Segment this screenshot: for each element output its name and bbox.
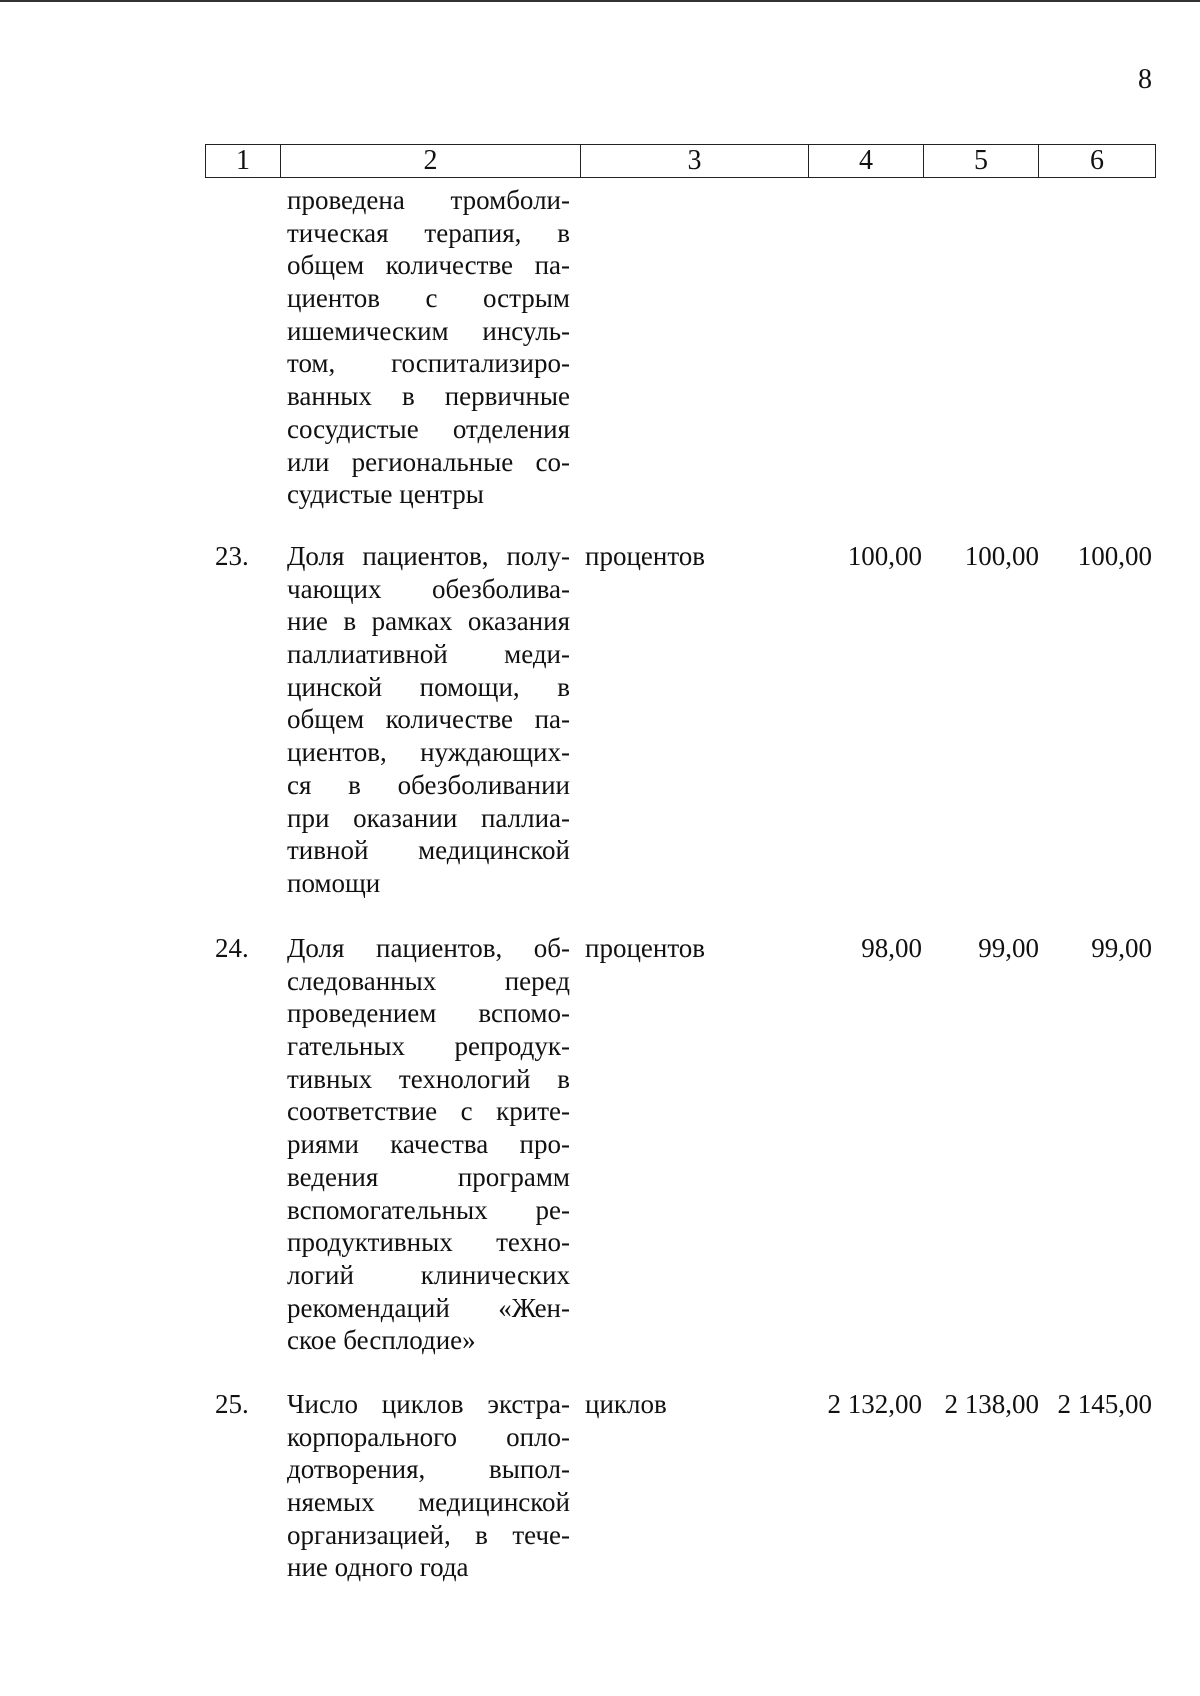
desc-line: вспомогательных ре- (287, 1194, 570, 1225)
desc-line: ванных в первичные (287, 381, 570, 412)
desc-line: дотворения, выпол- (287, 1454, 570, 1485)
desc-line: ишемическим инсуль- (287, 315, 570, 346)
row-value-col4: 100,00 (847, 541, 922, 571)
row-number: 25. (215, 1389, 249, 1419)
column-header-6: 6 (1039, 145, 1156, 178)
row-description (287, 1388, 570, 1584)
desc-line: при оказании паллиа- (287, 802, 570, 833)
row-number: 23. (215, 541, 249, 571)
desc-line: корпорального опло- (287, 1421, 570, 1452)
column-header-2: 2 (281, 145, 581, 178)
desc-line: рекомендаций «Жен- (287, 1292, 570, 1323)
desc-line: или региональные со- (287, 446, 570, 477)
column-number-header (205, 144, 1156, 178)
page-number: 8 (1138, 64, 1152, 95)
column-header-3: 3 (581, 145, 809, 178)
desc-line: ся в обезболивании (287, 769, 570, 800)
desc-line: том, госпитализиро- (287, 348, 570, 379)
column-header-1: 1 (206, 145, 281, 178)
desc-line: ние одного года (287, 1552, 469, 1583)
continuation-description (287, 184, 570, 511)
desc-line: Число циклов экстра- (287, 1389, 570, 1419)
desc-line: логий клинических (287, 1259, 570, 1290)
top-border-line (0, 0, 1200, 2)
desc-line: ведения программ (287, 1161, 570, 1192)
desc-line: тическая терапия, в (287, 217, 570, 248)
desc-line: риями качества про- (287, 1129, 570, 1160)
desc-line: Доля пациентов, полу- (287, 541, 570, 571)
desc-line: няемых медицинской (287, 1487, 570, 1518)
row-unit: процентов (585, 933, 706, 963)
desc-line: проведением вспомо- (287, 998, 570, 1029)
desc-line: цинской помощи, в (287, 671, 570, 702)
row-value-col5: 100,00 (964, 541, 1039, 571)
row-value-col5: 99,00 (978, 933, 1039, 963)
row-description (287, 540, 570, 900)
row-value-col6: 2 145,00 (1057, 1389, 1152, 1419)
desc-line: общем количестве па- (287, 704, 570, 735)
desc-line: соответствие с крите- (287, 1096, 570, 1127)
row-value-col4: 2 132,00 (827, 1389, 922, 1419)
desc-line: организацией, в тече- (287, 1519, 570, 1550)
desc-line: следованных перед (287, 965, 570, 996)
column-header-4: 4 (809, 145, 924, 178)
desc-line: циентов с острым (287, 283, 570, 314)
desc-line: судистые центры (287, 479, 484, 510)
desc-line: паллиативной меди- (287, 639, 570, 670)
column-header-5: 5 (924, 145, 1039, 178)
row-value-col6: 99,00 (1091, 933, 1152, 963)
desc-line: проведена тромболи- (287, 185, 570, 215)
desc-line: гательных репродук- (287, 1031, 570, 1062)
desc-line: продуктивных техно- (287, 1227, 570, 1258)
row-value-col5: 2 138,00 (944, 1389, 1039, 1419)
desc-line: общем количестве па- (287, 250, 570, 281)
desc-line: тивных технологий в (287, 1063, 570, 1094)
row-unit: процентов (585, 541, 706, 571)
desc-line: циентов, нуждающих- (287, 737, 570, 768)
desc-line: помощи (287, 867, 381, 898)
desc-line: тивной медицинской (287, 835, 570, 866)
desc-line: чающих обезболива- (287, 573, 570, 604)
row-value-col6: 100,00 (1077, 541, 1152, 571)
desc-line: ское бесплодие» (287, 1325, 476, 1356)
row-value-col4: 98,00 (861, 933, 922, 963)
row-unit: циклов (585, 1389, 667, 1419)
row-description (287, 932, 570, 1357)
row-number: 24. (215, 933, 249, 963)
desc-line: ние в рамках оказания (287, 606, 570, 637)
desc-line: сосудистые отделения (287, 413, 570, 444)
desc-line: Доля пациентов, об- (287, 933, 570, 963)
